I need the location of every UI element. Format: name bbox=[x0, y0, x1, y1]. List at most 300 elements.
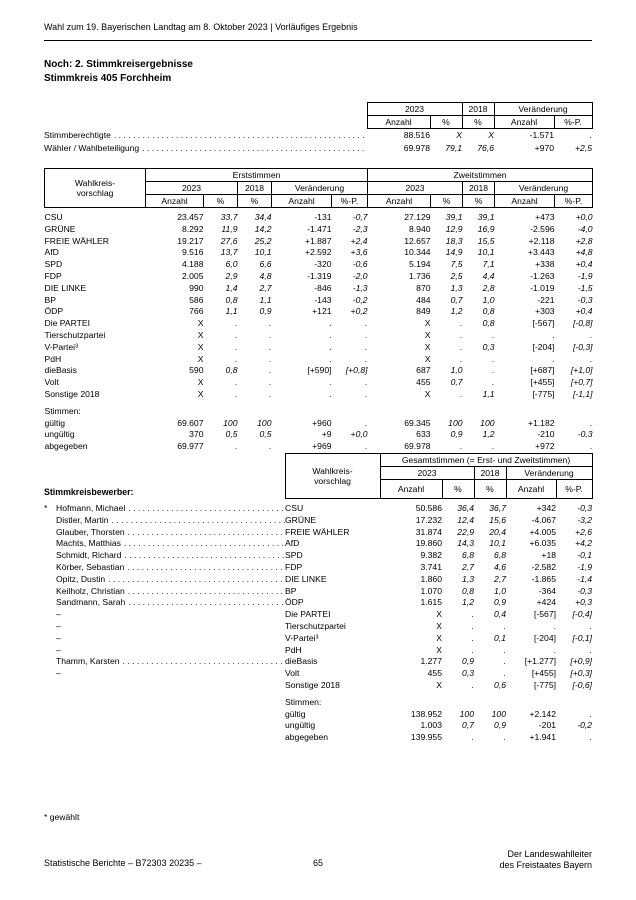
erst-pct-2023: 0,8 bbox=[225, 365, 238, 376]
candidate-name: – bbox=[56, 644, 61, 655]
erst-pct-2018: . bbox=[269, 388, 272, 399]
zweit-veraenderung-anzahl: -1.263 bbox=[530, 270, 555, 281]
erst-pct-2023: 100 bbox=[223, 417, 238, 428]
party-row bbox=[45, 365, 593, 377]
candidate-name: Körber, Sebastian bbox=[56, 561, 125, 572]
gesamt-veraenderung-pctp: -0,1 bbox=[577, 550, 593, 561]
gesamt-pct-2023: 1,3 bbox=[462, 573, 474, 584]
erst-anzahl-2023: X bbox=[197, 377, 204, 388]
erst-anzahl-2023: 590 bbox=[189, 365, 204, 376]
stimmen-row-label: ungültig bbox=[285, 720, 316, 731]
gesamt-pct-2018: . bbox=[503, 620, 506, 631]
party-label: Volt bbox=[285, 668, 300, 679]
gesamt-pct-2023: 1,2 bbox=[462, 597, 474, 608]
gesamt-veraenderung-anzahl: [-775] bbox=[534, 679, 556, 690]
candidate-row bbox=[44, 668, 592, 680]
candidate-row bbox=[44, 680, 592, 692]
erst-anzahl-2023: 990 bbox=[189, 282, 204, 293]
gesamt-pct-2023: 0,9 bbox=[462, 656, 474, 667]
col-header-pct: % bbox=[431, 195, 463, 208]
gesamt-pct-2023: 12,4 bbox=[457, 514, 474, 525]
gesamt-pct-2018: 6,8 bbox=[494, 550, 506, 561]
dot-leader bbox=[121, 550, 285, 562]
zweit-anzahl-2023: X bbox=[424, 318, 431, 329]
candidate-name-cell bbox=[56, 574, 285, 586]
party-label: Die PARTEI bbox=[285, 609, 331, 620]
gesamt-pct-2023: 0,7 bbox=[462, 720, 474, 731]
erst-pct-2023: 2,9 bbox=[225, 270, 238, 281]
candidate-name: Hofmann, Michael bbox=[56, 503, 126, 513]
dot-leader bbox=[111, 129, 367, 142]
zweit-veraenderung-pctp: . bbox=[590, 441, 593, 452]
candidate-name-cell bbox=[56, 527, 285, 539]
summary-row bbox=[44, 142, 592, 155]
zweit-anzahl-2023: 849 bbox=[416, 306, 431, 317]
elected-marker bbox=[44, 609, 56, 621]
candidate-name: Sandmann, Sarah bbox=[56, 597, 126, 608]
erst-veraenderung-anzahl: -846 bbox=[314, 282, 332, 293]
col-header-anzahl: Anzahl bbox=[367, 116, 430, 129]
erst-veraenderung-anzahl: . bbox=[329, 329, 332, 340]
gesamt-veraenderung-anzahl: [+1.277] bbox=[524, 656, 556, 667]
erst-veraenderung-pctp: +0,0 bbox=[350, 429, 368, 440]
zweit-pct-2018: 16,9 bbox=[477, 223, 495, 234]
zweit-veraenderung-pctp: -0,3 bbox=[577, 429, 593, 440]
party-label: dieBasis bbox=[44, 365, 77, 376]
footer-report-id: Statistische Berichte – B72303 20235 – bbox=[44, 858, 202, 868]
zweit-pct-2018: 100 bbox=[480, 417, 495, 428]
col-header-veraenderung: Veränderung bbox=[506, 467, 592, 480]
zweit-veraenderung-pctp: [-0,3] bbox=[572, 341, 593, 352]
erst-veraenderung-anzahl: . bbox=[329, 318, 332, 329]
zweit-pct-2023: 2,5 bbox=[450, 270, 463, 281]
candidate-name-cell bbox=[56, 680, 285, 692]
gesamt-anzahl-2023: 1.277 bbox=[420, 656, 442, 667]
gesamt-pct-2018: 36,7 bbox=[489, 503, 506, 513]
erst-pct-2018: . bbox=[269, 353, 272, 364]
zweit-veraenderung-anzahl: . bbox=[552, 353, 555, 364]
col-header-2023: 2023 bbox=[367, 103, 462, 116]
elected-marker bbox=[44, 645, 56, 657]
zweit-veraenderung-anzahl: . bbox=[552, 329, 555, 340]
gesamt-veraenderung-anzahl: -2.582 bbox=[531, 561, 556, 572]
erst-anzahl-2023: 2.005 bbox=[181, 270, 204, 281]
stimmen-row-label: gültig bbox=[285, 708, 306, 719]
party-row bbox=[45, 354, 593, 366]
gesamt-veraenderung-pctp: [-0,4] bbox=[572, 609, 593, 620]
zweit-pct-2018: 7,1 bbox=[482, 259, 495, 270]
gesamt-veraenderung-pctp: -0,3 bbox=[577, 503, 593, 513]
erst-pct-2018: 34,4 bbox=[254, 212, 272, 222]
zweit-veraenderung-pctp: +2,8 bbox=[575, 235, 593, 246]
stimmen-row bbox=[45, 418, 593, 430]
zweit-pct-2023: . bbox=[460, 341, 463, 352]
candidate-name-cell bbox=[56, 538, 285, 550]
party-row bbox=[45, 389, 593, 401]
erst-veraenderung-pctp: -1,3 bbox=[352, 282, 368, 293]
stimmen-row-label: abgegeben bbox=[285, 732, 329, 743]
party-label: Sonstige 2018 bbox=[44, 388, 100, 399]
party-label: AfD bbox=[44, 247, 59, 258]
gesamt-pct-2018: 2,7 bbox=[494, 573, 506, 584]
erst-veraenderung-pctp: . bbox=[365, 388, 368, 399]
gesamt-veraenderung-pctp: -3,2 bbox=[577, 514, 593, 525]
zweit-pct-2023: 0,9 bbox=[450, 429, 463, 440]
erst-pct-2023: 1,4 bbox=[225, 282, 238, 293]
zweit-pct-2018: 0,3 bbox=[482, 341, 495, 352]
erst-anzahl-2023: 586 bbox=[189, 294, 204, 305]
party-label: PdH bbox=[285, 644, 302, 655]
zweit-pct-2018: 0,8 bbox=[482, 318, 495, 329]
erst-pct-2023: . bbox=[235, 353, 238, 364]
gesamt-veraenderung-pctp: . bbox=[589, 644, 593, 655]
erst-pct-2018: 4,8 bbox=[259, 270, 272, 281]
zweit-veraenderung-pctp: +0,0 bbox=[575, 212, 593, 222]
erst-veraenderung-anzahl: +121 bbox=[312, 306, 332, 317]
candidate-row bbox=[44, 503, 592, 515]
candidate-name-cell bbox=[56, 515, 285, 527]
erst-veraenderung-anzahl: -320 bbox=[314, 259, 332, 270]
gesamt-anzahl-2023: 50.586 bbox=[415, 503, 442, 513]
gesamt-anzahl-2023: 9.382 bbox=[420, 550, 442, 561]
col-header-pctp: %-P. bbox=[556, 480, 592, 499]
gesamt-pct-2018: 0,4 bbox=[494, 609, 506, 620]
zweit-veraenderung-anzahl: +338 bbox=[535, 259, 555, 270]
col-header-veraenderung: Veränderung bbox=[495, 182, 593, 195]
zweit-pct-2018: . bbox=[492, 353, 495, 364]
elected-marker bbox=[44, 597, 56, 609]
dot-leader bbox=[125, 503, 285, 515]
erst-pct-2018: 10,1 bbox=[254, 247, 272, 258]
gesamt-pct-2018: 15,6 bbox=[489, 514, 506, 525]
zweit-veraenderung-anzahl: -2.596 bbox=[530, 223, 555, 234]
col-header-anzahl: Anzahl bbox=[495, 195, 555, 208]
zweit-veraenderung-pctp: -1,9 bbox=[577, 270, 593, 281]
gesamt-veraenderung-anzahl: [-204] bbox=[534, 632, 556, 643]
wkv-line1: Wahlkreis- bbox=[74, 178, 116, 188]
party-label: FREIE WÄHLER bbox=[285, 526, 350, 537]
gesamt-veraenderung-pctp: -0,3 bbox=[577, 585, 593, 596]
gesamt-pct-2023: . bbox=[471, 620, 474, 631]
col-header-wahlkreisvorschlag bbox=[45, 169, 146, 208]
stimmen-row-label: gültig bbox=[44, 417, 66, 428]
gesamt-anzahl-2023: 1.860 bbox=[420, 573, 442, 584]
col-header-pct: % bbox=[462, 116, 494, 129]
erst-pct-2018: . bbox=[269, 341, 272, 352]
gesamt-veraenderung-pctp: . bbox=[589, 732, 593, 743]
dot-leader bbox=[125, 586, 285, 598]
erst-veraenderung-pctp: -2,0 bbox=[352, 270, 368, 281]
gesamt-pct-2023: 14,3 bbox=[457, 538, 474, 549]
erst-veraenderung-pctp: +3,6 bbox=[350, 247, 368, 258]
zweit-veraenderung-anzahl: +473 bbox=[535, 212, 555, 222]
col-header-zweitstimmen: Zweitstimmen bbox=[368, 169, 593, 182]
party-label: SPD bbox=[44, 259, 63, 270]
candidate-name: Glauber, Thorsten bbox=[56, 526, 125, 537]
col-header-anzahl: Anzahl bbox=[146, 195, 204, 208]
gesamt-veraenderung-pctp: [+0,3] bbox=[570, 668, 593, 679]
zweit-veraenderung-anzahl: [-204] bbox=[532, 341, 555, 352]
erst-pct-2018: 1,1 bbox=[259, 294, 272, 305]
zweit-veraenderung-anzahl: +972 bbox=[535, 441, 555, 452]
elected-marker bbox=[44, 586, 56, 598]
erst-pct-2018: 6,6 bbox=[259, 259, 272, 270]
stimmen-section-row bbox=[45, 406, 593, 418]
col-header-pct: % bbox=[204, 195, 238, 208]
erst-anzahl-2023: 69.607 bbox=[177, 417, 204, 428]
wkv-line2: vorschlag bbox=[314, 476, 351, 486]
summary-header-spacer bbox=[44, 103, 367, 129]
page-title bbox=[44, 58, 193, 85]
zweit-veraenderung-anzahl: -210 bbox=[537, 429, 555, 440]
gesamt-veraenderung-anzahl: +18 bbox=[541, 550, 556, 561]
candidate-row bbox=[44, 527, 592, 539]
zweit-veraenderung-anzahl: [-775] bbox=[532, 388, 555, 399]
stimmen-section-label: Stimmen: bbox=[44, 405, 81, 416]
gesamt-veraenderung-pctp: +0,3 bbox=[575, 597, 593, 608]
erst-pct-2023: . bbox=[235, 329, 238, 340]
gesamt-veraenderung-pctp: -1,9 bbox=[577, 561, 593, 572]
erst-veraenderung-pctp: -0,7 bbox=[352, 212, 368, 222]
elected-marker bbox=[44, 621, 56, 633]
erst-anzahl-2023: 766 bbox=[189, 306, 204, 317]
erst-pct-2023: . bbox=[235, 318, 238, 329]
zweit-veraenderung-pctp: . bbox=[590, 417, 593, 428]
dot-leader bbox=[120, 656, 285, 668]
col-header-2023: 2023 bbox=[368, 182, 463, 195]
zweit-pct-2023: . bbox=[460, 318, 463, 329]
zweit-pct-2018: . bbox=[492, 377, 495, 388]
party-row bbox=[45, 318, 593, 330]
erst-pct-2023: . bbox=[235, 388, 238, 399]
stimmen-row bbox=[45, 441, 593, 453]
zweit-anzahl-2023: 69.978 bbox=[404, 441, 431, 452]
gesamt-pct-2018: 1,0 bbox=[494, 585, 506, 596]
footer-publisher-line2: des Freistaates Bayern bbox=[499, 859, 592, 870]
gesamt-anzahl-2023: 19.860 bbox=[415, 538, 442, 549]
stimmen-row bbox=[44, 709, 592, 721]
col-header-pctp: %-P. bbox=[554, 116, 592, 129]
candidate-name: – bbox=[56, 620, 61, 631]
party-label: GRÜNE bbox=[44, 223, 76, 234]
candidate-name: Distler, Martin bbox=[56, 514, 109, 525]
erst-pct-2023: 6,0 bbox=[225, 259, 238, 270]
zweit-veraenderung-pctp: . bbox=[590, 353, 593, 364]
erst-anzahl-2023: X bbox=[197, 329, 204, 340]
votes-table bbox=[44, 168, 593, 453]
candidate-row bbox=[44, 597, 592, 609]
erst-pct-2023: 0,8 bbox=[225, 294, 238, 305]
gesamt-veraenderung-pctp: . bbox=[589, 620, 593, 631]
gesamt-pct-2018: 4,6 bbox=[494, 561, 506, 572]
erst-pct-2023: 33,7 bbox=[220, 212, 238, 222]
zweit-pct-2018: . bbox=[492, 329, 495, 340]
candidate-name: – bbox=[56, 632, 61, 643]
party-row bbox=[45, 247, 593, 259]
zweit-pct-2023: . bbox=[460, 353, 463, 364]
elected-marker bbox=[44, 527, 56, 539]
candidate-row bbox=[44, 515, 592, 527]
party-label: FDP bbox=[44, 270, 62, 281]
erst-pct-2023: . bbox=[235, 441, 238, 452]
candidate-row bbox=[44, 645, 592, 657]
gesamt-pct-2018: 0,1 bbox=[494, 632, 506, 643]
erst-veraenderung-pctp: -0,6 bbox=[352, 259, 368, 270]
stimmen-section-label: Stimmen: bbox=[285, 696, 322, 707]
candidate-row bbox=[44, 538, 592, 550]
zweit-anzahl-2023: 10.344 bbox=[404, 247, 431, 258]
erst-anzahl-2023: 19.217 bbox=[177, 235, 204, 246]
candidate-name-cell bbox=[56, 550, 285, 562]
candidate-name-cell bbox=[56, 597, 285, 609]
candidate-row bbox=[44, 574, 592, 586]
erst-pct-2018: . bbox=[269, 441, 272, 452]
party-row bbox=[45, 342, 593, 354]
erst-pct-2023: . bbox=[235, 341, 238, 352]
erst-veraenderung-anzahl: -1.319 bbox=[307, 270, 332, 281]
gesamt-anzahl-2023: 1.070 bbox=[420, 585, 442, 596]
stimmen-row bbox=[44, 720, 592, 732]
candidate-name: Machts, Matthias bbox=[56, 538, 121, 549]
erst-veraenderung-anzahl: . bbox=[329, 341, 332, 352]
zweit-pct-2018: 1,0 bbox=[482, 294, 495, 305]
zweit-veraenderung-pctp: -4,0 bbox=[577, 223, 593, 234]
party-label: V-Partei³ bbox=[44, 341, 78, 352]
erst-anzahl-2023: X bbox=[197, 318, 204, 329]
candidate-name-cell bbox=[56, 609, 285, 621]
row-label: Wähler / Wahlbeteiligung bbox=[44, 143, 140, 153]
party-row bbox=[45, 377, 593, 389]
candidate-name: Opitz, Dustin bbox=[56, 573, 106, 584]
value-pct-2023: 79,1 bbox=[445, 143, 462, 153]
gesamt-pct-2023: 6,8 bbox=[462, 550, 474, 561]
footnote-gewaehlt: * gewählt bbox=[44, 812, 80, 822]
candidate-name: Thamm, Karsten bbox=[56, 656, 120, 667]
dot-leader bbox=[109, 515, 285, 527]
party-label: BP bbox=[285, 585, 297, 596]
gesamt-veraenderung-anzahl: -201 bbox=[538, 720, 556, 731]
col-header-anzahl: Anzahl bbox=[506, 480, 556, 499]
party-label: FREIE WÄHLER bbox=[44, 235, 109, 246]
zweit-pct-2023: 12,9 bbox=[445, 223, 463, 234]
dot-leader bbox=[139, 142, 367, 155]
stimmen-row bbox=[45, 429, 593, 441]
stimmen-row-label: ungültig bbox=[44, 429, 75, 440]
col-header-pct: % bbox=[238, 195, 272, 208]
zweit-pct-2023: 0,7 bbox=[450, 377, 463, 388]
gesamt-pct-2023: . bbox=[471, 632, 474, 643]
gesamt-anzahl-2023: X bbox=[436, 609, 442, 620]
gesamt-veraenderung-pctp: -1,4 bbox=[577, 573, 593, 584]
gesamt-pct-2023: . bbox=[471, 609, 474, 620]
erst-veraenderung-pctp: . bbox=[365, 441, 368, 452]
zweit-veraenderung-pctp: +4,8 bbox=[575, 247, 593, 258]
erst-pct-2023: 0,5 bbox=[225, 429, 238, 440]
gesamt-pct-2023: 0,8 bbox=[462, 585, 474, 596]
zweit-pct-2018: 10,1 bbox=[477, 247, 495, 258]
zweit-veraenderung-anzahl: -1.019 bbox=[530, 282, 555, 293]
erst-pct-2018: 25,2 bbox=[254, 235, 272, 246]
zweit-pct-2023: . bbox=[460, 441, 463, 452]
party-row bbox=[45, 306, 593, 318]
cand-header-spacer bbox=[44, 467, 285, 480]
col-header-pct: % bbox=[430, 116, 462, 129]
col-header-veraenderung: Veränderung bbox=[272, 182, 368, 195]
party-row bbox=[45, 236, 593, 248]
zweit-anzahl-2023: 69.345 bbox=[404, 417, 431, 428]
gesamt-anzahl-2023: 1.615 bbox=[420, 597, 442, 608]
gesamt-veraenderung-pctp: +2,6 bbox=[575, 526, 593, 537]
erst-anzahl-2023: 23.457 bbox=[177, 212, 204, 222]
zweit-veraenderung-pctp: [-1,1] bbox=[572, 388, 593, 399]
footer-publisher bbox=[499, 849, 592, 870]
summary-label-cell bbox=[44, 129, 367, 142]
erst-pct-2023: 13,7 bbox=[220, 247, 238, 258]
party-label: Tierschutzpartei bbox=[285, 620, 346, 631]
gesamt-veraenderung-anzahl: +1.941 bbox=[529, 732, 556, 743]
value-veraenderung-anzahl: +970 bbox=[534, 143, 554, 153]
col-header-wahlkreisvorschlag bbox=[285, 454, 380, 499]
erst-anzahl-2023: 9.516 bbox=[181, 247, 204, 258]
erst-anzahl-2023: 8.292 bbox=[181, 223, 204, 234]
value-veraenderung-anzahl: -1.571 bbox=[529, 130, 554, 140]
dot-leader bbox=[105, 574, 285, 586]
candidate-name: Keilholz, Christian bbox=[56, 585, 125, 596]
gesamt-veraenderung-anzahl: +6.035 bbox=[529, 538, 556, 549]
zweit-pct-2018: 2,8 bbox=[482, 282, 495, 293]
gesamt-pct-2023: 36,4 bbox=[457, 503, 474, 513]
party-label: Sonstige 2018 bbox=[285, 679, 340, 690]
elected-marker bbox=[44, 574, 56, 586]
zweit-pct-2018: 0,8 bbox=[482, 306, 495, 317]
gesamt-veraenderung-anzahl: -1.865 bbox=[531, 573, 556, 584]
gesamt-pct-2018: . bbox=[503, 732, 506, 743]
zweit-pct-2023: 0,7 bbox=[450, 294, 463, 305]
elected-marker bbox=[44, 538, 56, 550]
col-header-2018: 2018 bbox=[474, 467, 506, 480]
col-header-pct: % bbox=[442, 480, 474, 499]
erst-anzahl-2023: X bbox=[197, 388, 204, 399]
zweit-veraenderung-anzahl: [-567] bbox=[532, 318, 555, 329]
value-veraenderung-pctp: +2,5 bbox=[575, 143, 592, 153]
party-label: Tierschutzpartei bbox=[44, 329, 106, 340]
gesamt-veraenderung-anzahl: [-567] bbox=[534, 609, 556, 620]
gesamt-anzahl-2023: X bbox=[436, 679, 442, 690]
elected-marker bbox=[44, 515, 56, 527]
gesamt-anzahl-2023: 138.952 bbox=[410, 708, 442, 719]
zweit-veraenderung-pctp: . bbox=[590, 329, 593, 340]
gesamt-veraenderung-pctp: [-0,6] bbox=[572, 679, 593, 690]
gesamt-veraenderung-anzahl: +424 bbox=[536, 597, 556, 608]
party-row bbox=[45, 283, 593, 295]
party-label: ÖDP bbox=[44, 306, 64, 317]
candidate-name-cell bbox=[56, 586, 285, 598]
zweit-veraenderung-anzahl: [+687] bbox=[530, 365, 555, 376]
party-label: FDP bbox=[285, 561, 303, 572]
zweit-anzahl-2023: X bbox=[424, 341, 431, 352]
zweit-anzahl-2023: X bbox=[424, 353, 431, 364]
erst-pct-2023: . bbox=[235, 377, 238, 388]
erst-veraenderung-anzahl: +960 bbox=[312, 417, 332, 428]
gesamt-pct-2018: . bbox=[503, 668, 506, 679]
party-label: CSU bbox=[285, 503, 304, 513]
value-pct-2018: 76,6 bbox=[477, 143, 494, 153]
wkv-line2: vorschlag bbox=[76, 188, 114, 198]
zweit-pct-2023: 1,2 bbox=[450, 306, 463, 317]
party-label: DIE LINKE bbox=[44, 282, 87, 293]
gesamt-pct-2018: 0,9 bbox=[494, 597, 506, 608]
gesamt-pct-2018: 20,4 bbox=[489, 526, 506, 537]
